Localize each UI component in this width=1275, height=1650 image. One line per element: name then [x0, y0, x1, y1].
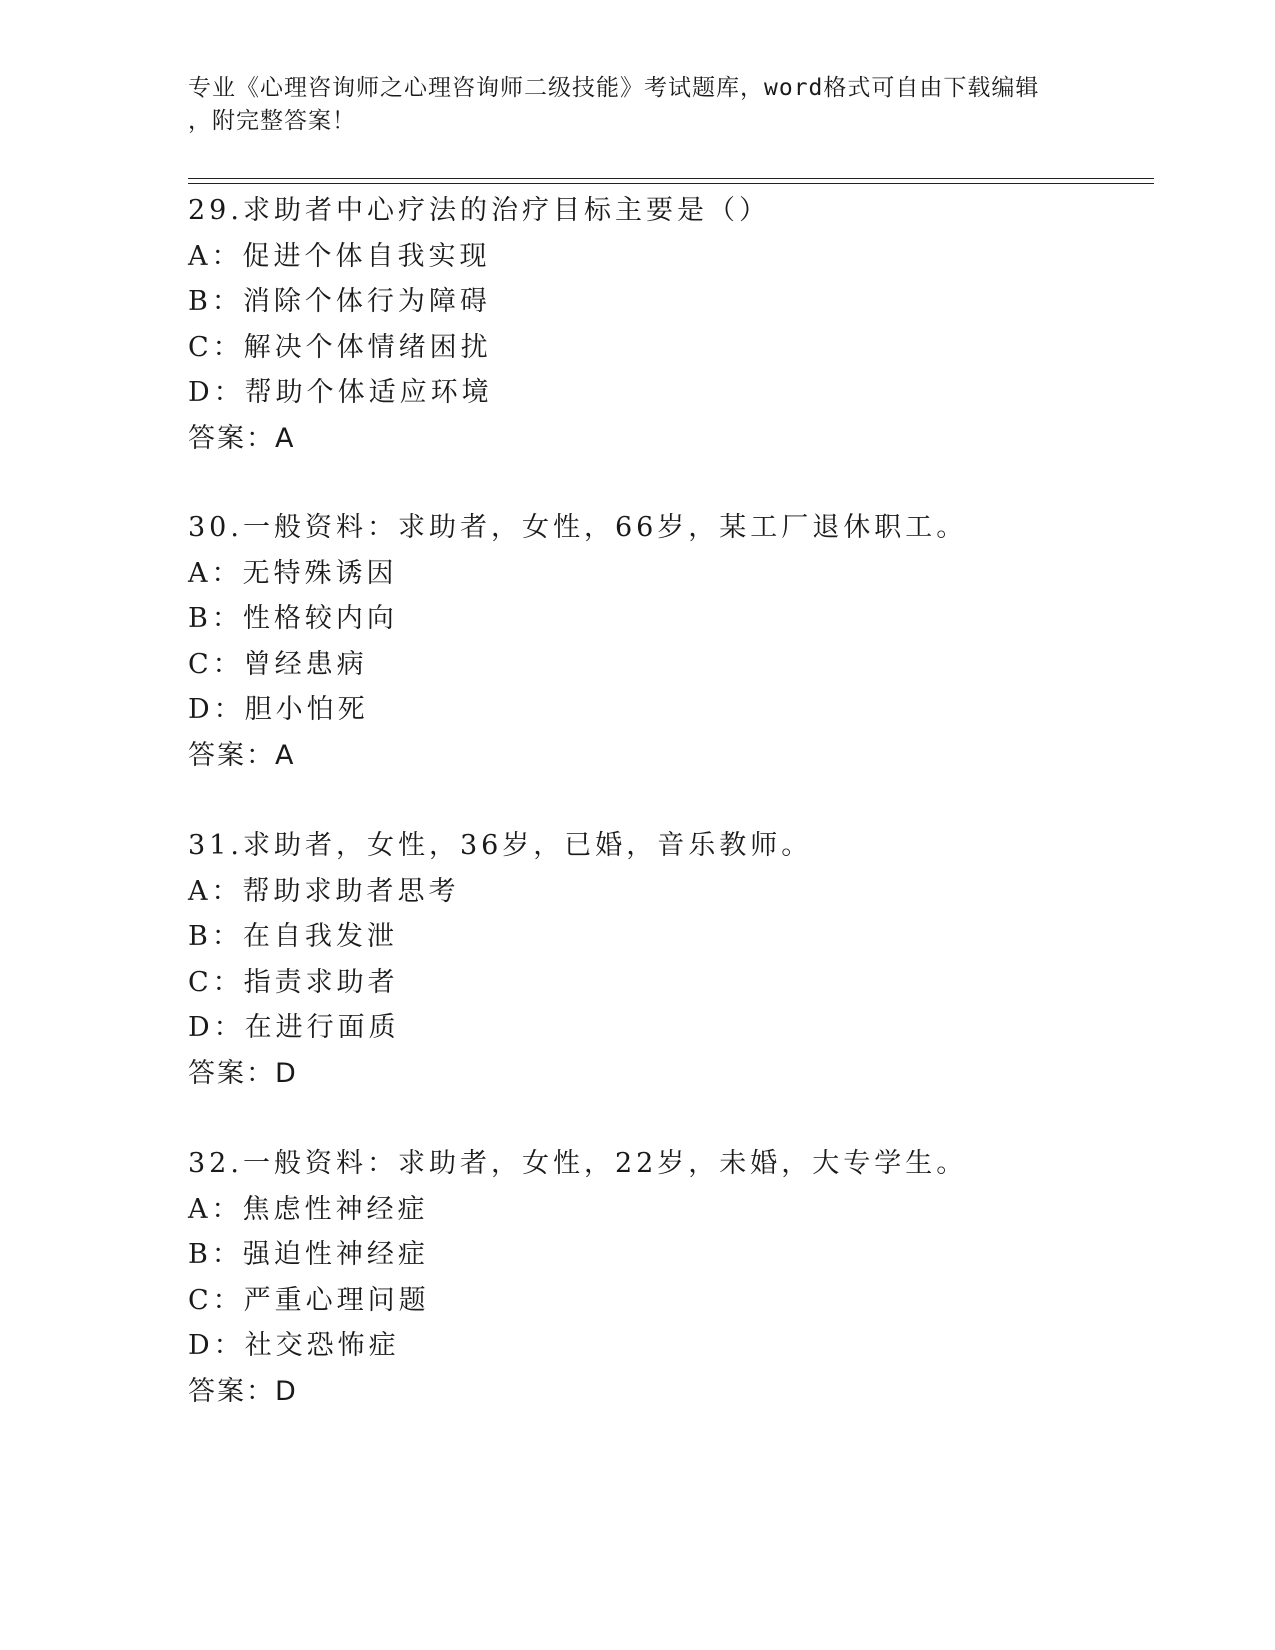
- option-a: A：促进个体自我实现: [188, 240, 491, 272]
- option-a: A：焦虑性神经症: [188, 1193, 429, 1225]
- question-31: [188, 823, 1148, 1096]
- question-32: [188, 1141, 1148, 1414]
- answer-line: 答案：D: [188, 1057, 298, 1089]
- question-stem: 31.求助者，女性，36岁，已婚，音乐教师。: [188, 830, 813, 861]
- header-line-2: ，附完整答案！: [188, 108, 356, 134]
- option-c: C：指责求助者: [188, 966, 399, 998]
- option-d: D：帮助个体适应环境: [188, 377, 493, 408]
- question-stem: 29.求助者中心疗法的治疗目标主要是（）: [188, 195, 770, 226]
- option-c: C：曾经患病: [188, 648, 368, 680]
- header-line-1: 专业《心理咨询师之心理咨询师二级技能》考试题库，word格式可自由下载编辑: [188, 75, 1040, 101]
- option-d: D：在进行面质: [188, 1012, 400, 1043]
- option-b: B：在自我发泄: [188, 921, 398, 952]
- answer-line: 答案：D: [188, 1375, 298, 1407]
- answer-line: 答案：A: [188, 422, 296, 454]
- option-a: A：无特殊诱因: [188, 557, 398, 589]
- option-a: A：帮助求助者思考: [188, 875, 460, 907]
- header-rule-top: [188, 178, 1154, 179]
- option-d: D：社交恐怖症: [188, 1330, 400, 1361]
- option-c: C：解决个体情绪困扰: [188, 331, 492, 363]
- option-b: B：强迫性神经症: [188, 1239, 429, 1270]
- option-b: B：性格较内向: [188, 603, 398, 634]
- question-stem: 30.一般资料：求助者，女性，66岁，某工厂退休职工。: [188, 512, 968, 543]
- option-c: C：严重心理问题: [188, 1284, 430, 1316]
- header-rule-bottom: [188, 183, 1154, 184]
- question-29: [188, 188, 1148, 461]
- option-b: B：消除个体行为障碍: [188, 286, 491, 317]
- document-header: [188, 72, 1068, 138]
- question-30: [188, 505, 1148, 778]
- question-stem: 32.一般资料：求助者，女性，22岁，未婚，大专学生。: [188, 1148, 968, 1179]
- answer-line: 答案：A: [188, 739, 296, 771]
- option-d: D：胆小怕死: [188, 694, 369, 725]
